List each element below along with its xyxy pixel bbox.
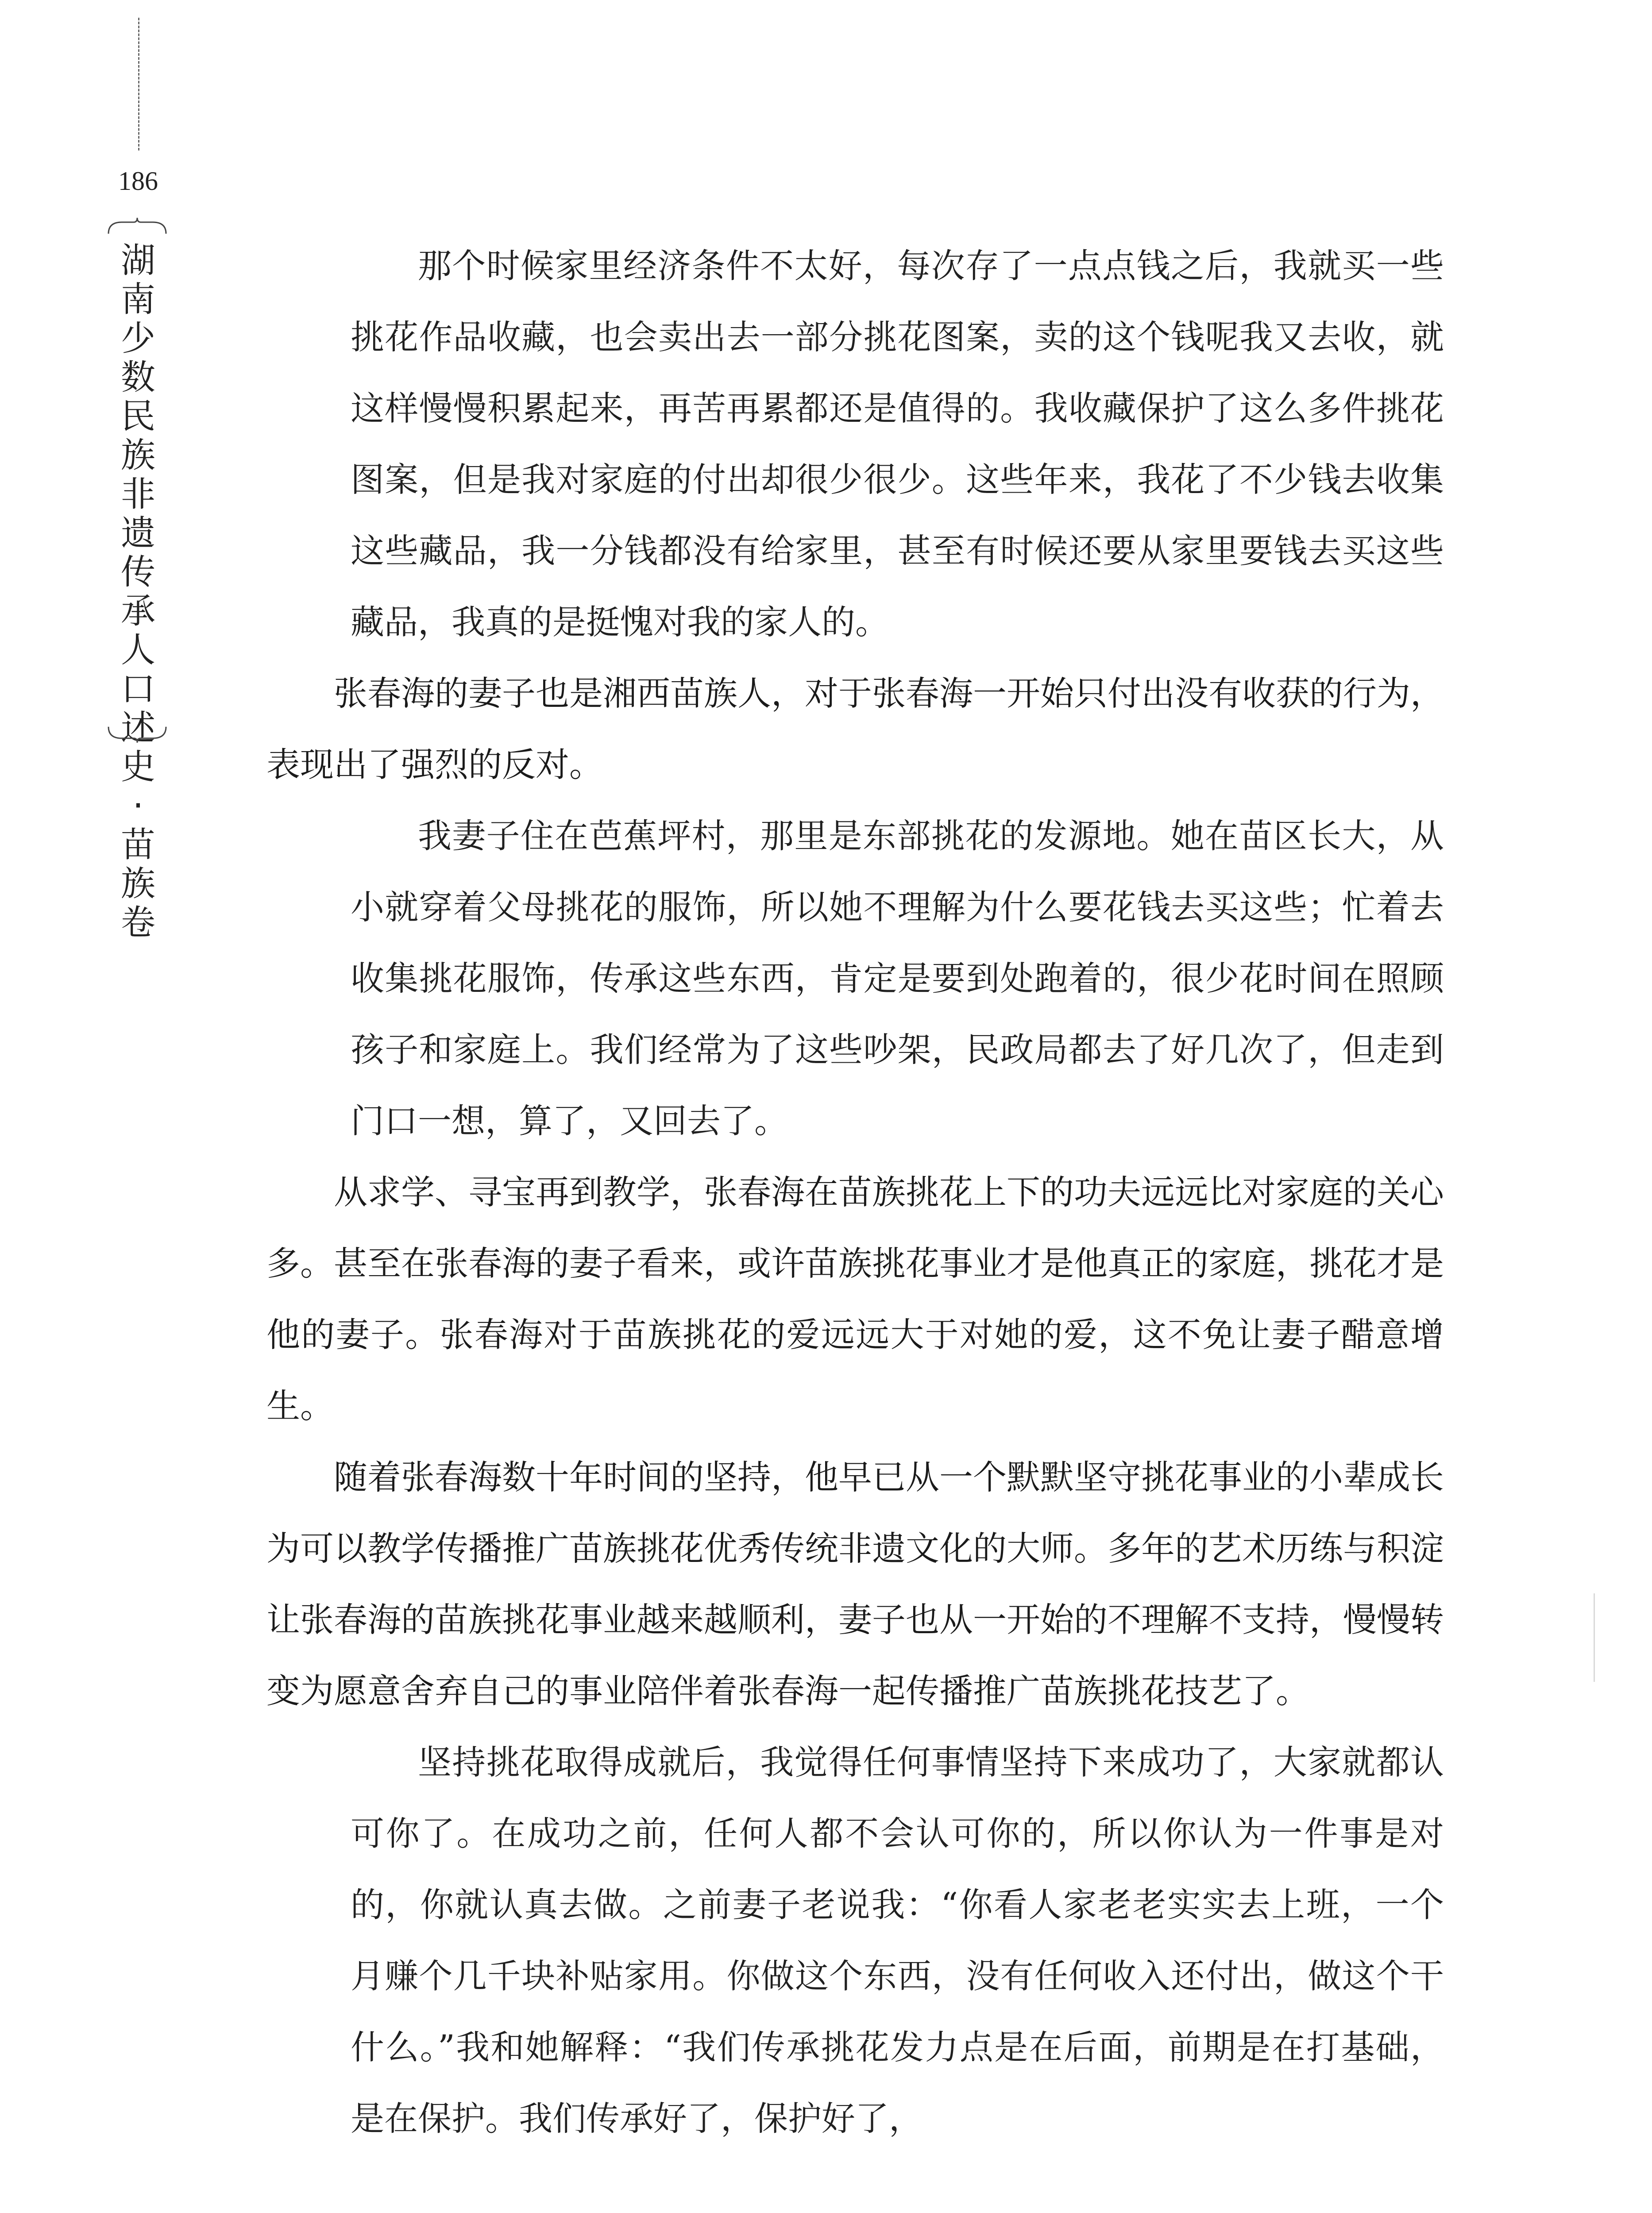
- narrative-paragraph-1: 张春海的妻子也是湘西苗族人，对于张春海一开始只付出没有收获的行为，表现出了强烈的反对。: [266, 674, 1444, 784]
- running-head-dashed-rule: [138, 18, 139, 150]
- body-text-column: [266, 230, 1444, 2154]
- title-bracket-bottom-icon: [106, 726, 168, 744]
- scan-margin-mark: [1594, 1593, 1595, 1682]
- quote-paragraph-2: 我妻子住在芭蕉坪村，那里是东部挑花的发源地。她在苗区长大，从小就穿着父母挑花的服饰，所以她不理解为什么要花钱去买这些；忙着去收集挑花服饰，传承这些东西，肯定是要到处跑着的，很少花时间在照顾孩子和家庭上。我们经常为了这些吵架，民政局都去了好几次了，但走到门口一想，算了，又回去了。: [351, 816, 1444, 1141]
- running-head: [89, 0, 177, 943]
- title-bracket-top-icon: [106, 217, 168, 235]
- narrative-paragraph-3: 随着张春海数十年时间的坚持，他早已从一个默默坚守挑花事业的小辈成长为可以教学传播推广苗族挑花优秀传统非遗文化的大师。多年的艺术历练与积淀让张春海的苗族挑花事业越来越顺利，妻子也从一开始的不理解不支持，慢慢转变为愿意舍弃自己的事业陪伴着张春海一起传播推广苗族挑花技艺了。: [266, 1457, 1444, 1711]
- quote-paragraph-1: 那个时候家里经济条件不太好，每次存了一点点钱之后，我就买一些挑花作品收藏，也会卖出去一部分挑花图案，卖的这个钱呢我又去收，就这样慢慢积累起来，再苦再累都还是值得的。我收藏保护了这么多件挑花图案，但是我对家庭的付出却很少很少。这些年来，我花了不少钱去收集这些藏品，我一分钱都没有给家里，甚至有时候还要从家里要钱去买这些藏品，我真的是挺愧对我的家人的。: [351, 246, 1444, 642]
- series-title-vertical: 湖南少数民族非遗传承人口述史·苗族卷: [120, 241, 155, 943]
- narrative-paragraph-2: 从求学、寻宝再到教学，张春海在苗族挑花上下的功夫远远比对家庭的关心多。甚至在张春海的妻子看来，或许苗族挑花事业才是他真正的家庭，挑花才是他的妻子。张春海对于苗族挑花的爱远远大于对她的爱，这不免让妻子醋意增生。: [266, 1172, 1444, 1426]
- page-number: 186: [118, 166, 158, 196]
- quote-paragraph-3: 坚持挑花取得成就后，我觉得任何事情坚持下来成功了，大家就都认可你了。在成功之前，任何人都不会认可你的，所以你认为一件事是对的，你就认真去做。之前妻子老说我：“你看人家老老实实去上班，一个月赚个几千块补贴家用。你做这个东西，没有任何收入还付出，做这个干什么。”我和她解释：“我们传承挑花发力点是在后面，前期是在打基础，是在保护。我们传承好了，保护好了，: [351, 1743, 1444, 2138]
